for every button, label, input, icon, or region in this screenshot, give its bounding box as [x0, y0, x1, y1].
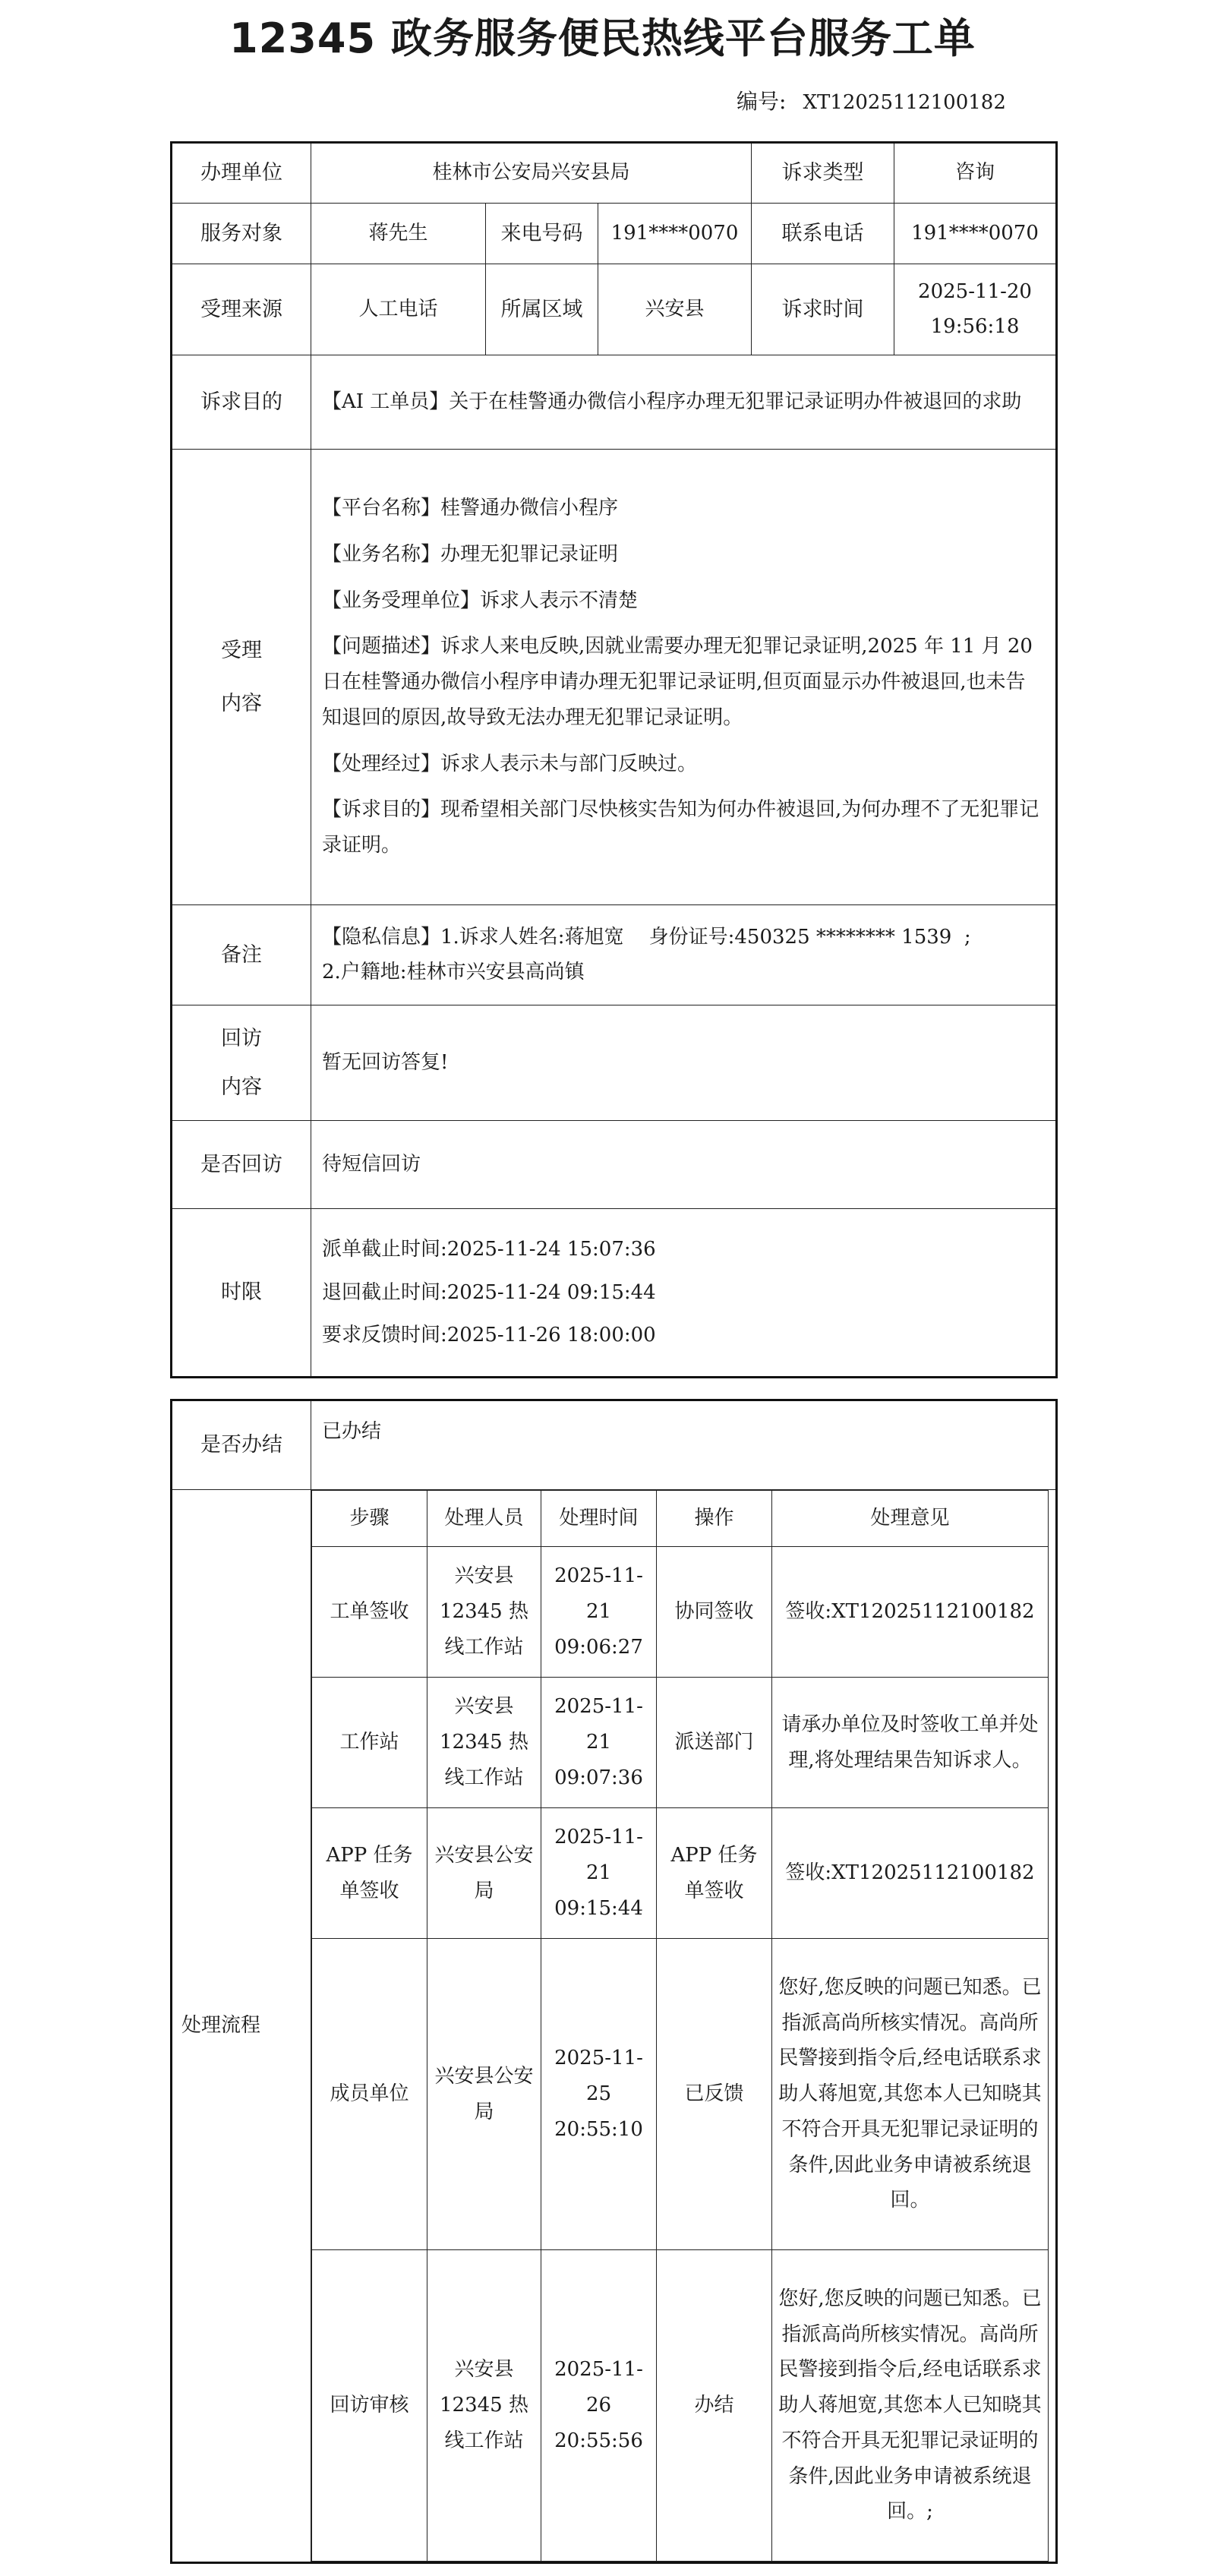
- person-cell: 兴安县 12345 热线工作站: [427, 1547, 541, 1678]
- step-cell: 回访审核: [312, 2250, 427, 2562]
- col-header-step: 步骤: [312, 1491, 427, 1547]
- object-value: 蒋先生: [311, 204, 486, 264]
- area-value: 兴安县: [598, 264, 752, 355]
- limit-return: 退回截止时间:2025-11-24 09:15:44: [322, 1280, 656, 1304]
- done-value: 已办结: [311, 1400, 1057, 1490]
- step-cell: 成员单位: [312, 1939, 427, 2250]
- time-value-time: 19:56:18: [930, 314, 1020, 338]
- revisit-content-value: 暂无回访答复!: [311, 1005, 1057, 1121]
- incoming-label: 来电号码: [486, 204, 598, 264]
- table-row: [172, 1121, 1057, 1209]
- opinion-cell: 请承办单位及时签收工单并处理,将处理结果告知诉求人。: [772, 1678, 1049, 1808]
- content-value: [311, 450, 1057, 905]
- incoming-value: 191****0070: [598, 204, 752, 264]
- table-row: [172, 1005, 1057, 1121]
- flow-label: 处理流程: [172, 1490, 311, 2563]
- opinion-cell: 您好,您反映的问题已知悉。已指派高尚所核实情况。高尚所民警接到指令后,经电话联系求助人蒋旭宽,其您本人已知晓其不符合开具无犯罪记录证明的条件,因此业务申请被系统退回。: [772, 1939, 1049, 2250]
- table-row: [172, 355, 1057, 450]
- table-row: [172, 1400, 1057, 1490]
- content-process: 【处理经过】诉求人表示未与部门反映过。: [322, 752, 698, 775]
- area-label: 所属区域: [486, 264, 598, 355]
- revisit-content-label-line2: 内容: [221, 1075, 262, 1099]
- contact-value: 191****0070: [894, 204, 1057, 264]
- type-label: 诉求类型: [752, 143, 894, 204]
- done-label: 是否办结: [172, 1400, 311, 1490]
- object-label: 服务对象: [172, 204, 311, 264]
- step-cell: 工单签收: [312, 1547, 427, 1678]
- remark-value: [311, 905, 1057, 1005]
- process-table: [170, 1399, 1058, 2564]
- action-cell: 办结: [657, 2250, 772, 2562]
- unit-label: 办理单位: [172, 143, 311, 204]
- table-row: [172, 143, 1057, 204]
- content-label: [172, 450, 311, 905]
- limit-dispatch: 派单截止时间:2025-11-24 15:07:36: [322, 1237, 656, 1261]
- time-cell: 2025-11-25 20:55:10: [541, 1939, 657, 2250]
- step-cell: APP 任务单签收: [312, 1808, 427, 1939]
- col-header-action: 操作: [657, 1491, 772, 1547]
- content-dept: 【业务受理单位】诉求人表示不清楚: [322, 589, 639, 612]
- table-row: [172, 1209, 1057, 1378]
- order-number: [737, 85, 1006, 115]
- work-order-info-table: [170, 141, 1058, 1378]
- content-business: 【业务名称】办理无犯罪记录证明: [322, 542, 619, 566]
- order-number-value: XT12025112100182: [803, 91, 1006, 114]
- purpose-label: 诉求目的: [172, 355, 311, 450]
- document-title: 12345 政务服务便民热线平台服务工单: [229, 14, 976, 62]
- content-goal: 【诉求目的】现希望相关部门尽快核实告知为何办件被退回,为何办理不了无犯罪记录证明。: [322, 798, 1039, 857]
- table-row: [312, 2250, 1049, 2562]
- source-label: 受理来源: [172, 264, 311, 355]
- limit-feedback: 要求反馈时间:2025-11-26 18:00:00: [322, 1324, 656, 1347]
- revisit-content-label-line1: 回访: [221, 1027, 262, 1051]
- content-problem: 【问题描述】诉求人来电反映,因就业需要办理无犯罪记录证明,2025 年 11 月 20 日在桂警通办微信小程序申请办理无犯罪记录证明,但页面显示办件被退回,也未告知退回的原因,故导致无法办理无犯罪记录证明。: [322, 635, 1033, 729]
- remark-line-2: 2.户籍地:桂林市兴安县高尚镇: [322, 960, 585, 983]
- limit-value: [311, 1209, 1057, 1378]
- flow-header-row: [312, 1491, 1049, 1547]
- unit-value: 桂林市公安局兴安县局: [311, 143, 752, 204]
- content-label-line2: 内容: [221, 691, 262, 715]
- action-cell: APP 任务单签收: [657, 1808, 772, 1939]
- revisit-label: 是否回访: [172, 1121, 311, 1209]
- person-cell: 兴安县公安局: [427, 1939, 541, 2250]
- col-header-time: 处理时间: [541, 1491, 657, 1547]
- opinion-cell: 您好,您反映的问题已知悉。已指派高尚所核实情况。高尚所民警接到指令后,经电话联系求助人蒋旭宽,其您本人已知晓其不符合开具无犯罪记录证明的条件,因此业务申请被系统退回。;: [772, 2250, 1049, 2562]
- col-header-opinion: 处理意见: [772, 1491, 1049, 1547]
- opinion-cell: 签收:XT12025112100182: [772, 1547, 1049, 1678]
- revisit-content-label: [172, 1005, 311, 1121]
- table-row: [172, 450, 1057, 905]
- step-cell: 工作站: [312, 1678, 427, 1808]
- table-row: [312, 1939, 1049, 2250]
- content-label-line1: 受理: [221, 639, 262, 663]
- remark-label: 备注: [172, 905, 311, 1005]
- revisit-value: 待短信回访: [311, 1121, 1057, 1209]
- opinion-cell: 签收:XT12025112100182: [772, 1808, 1049, 1939]
- action-cell: 派送部门: [657, 1678, 772, 1808]
- action-cell: 协同签收: [657, 1547, 772, 1678]
- action-cell: 已反馈: [657, 1939, 772, 2250]
- table-row: [172, 1490, 1057, 2563]
- time-value: [894, 264, 1057, 355]
- limit-label: 时限: [172, 1209, 311, 1378]
- person-cell: 兴安县 12345 热线工作站: [427, 1678, 541, 1808]
- order-number-label: 编号:: [737, 89, 787, 114]
- table-row: [312, 1547, 1049, 1678]
- time-cell: 2025-11-21 09:07:36: [541, 1678, 657, 1808]
- table-row: [172, 905, 1057, 1005]
- purpose-value: 【AI 工单员】关于在桂警通办微信小程序办理无犯罪记录证明办件被退回的求助: [311, 355, 1057, 450]
- contact-label: 联系电话: [752, 204, 894, 264]
- table-row: [172, 264, 1057, 355]
- type-value: 咨询: [894, 143, 1057, 204]
- time-cell: 2025-11-21 09:06:27: [541, 1547, 657, 1678]
- flow-steps-table: [311, 1490, 1049, 2562]
- time-label: 诉求时间: [752, 264, 894, 355]
- source-value: 人工电话: [311, 264, 486, 355]
- remark-line-1: 【隐私信息】1.诉求人姓名:蒋旭宽 身份证号:450325 ******** 1539 ;: [322, 926, 971, 949]
- time-cell: 2025-11-26 20:55:56: [541, 2250, 657, 2562]
- time-cell: 2025-11-21 09:15:44: [541, 1808, 657, 1939]
- col-header-person: 处理人员: [427, 1491, 541, 1547]
- content-platform: 【平台名称】桂警通办微信小程序: [322, 496, 619, 519]
- table-row: [312, 1808, 1049, 1939]
- person-cell: 兴安县公安局: [427, 1808, 541, 1939]
- person-cell: 兴安县 12345 热线工作站: [427, 2250, 541, 2562]
- time-value-date: 2025-11-20: [918, 280, 1032, 303]
- table-row: [312, 1678, 1049, 1808]
- table-row: [172, 204, 1057, 264]
- flow-cell: [311, 1490, 1057, 2563]
